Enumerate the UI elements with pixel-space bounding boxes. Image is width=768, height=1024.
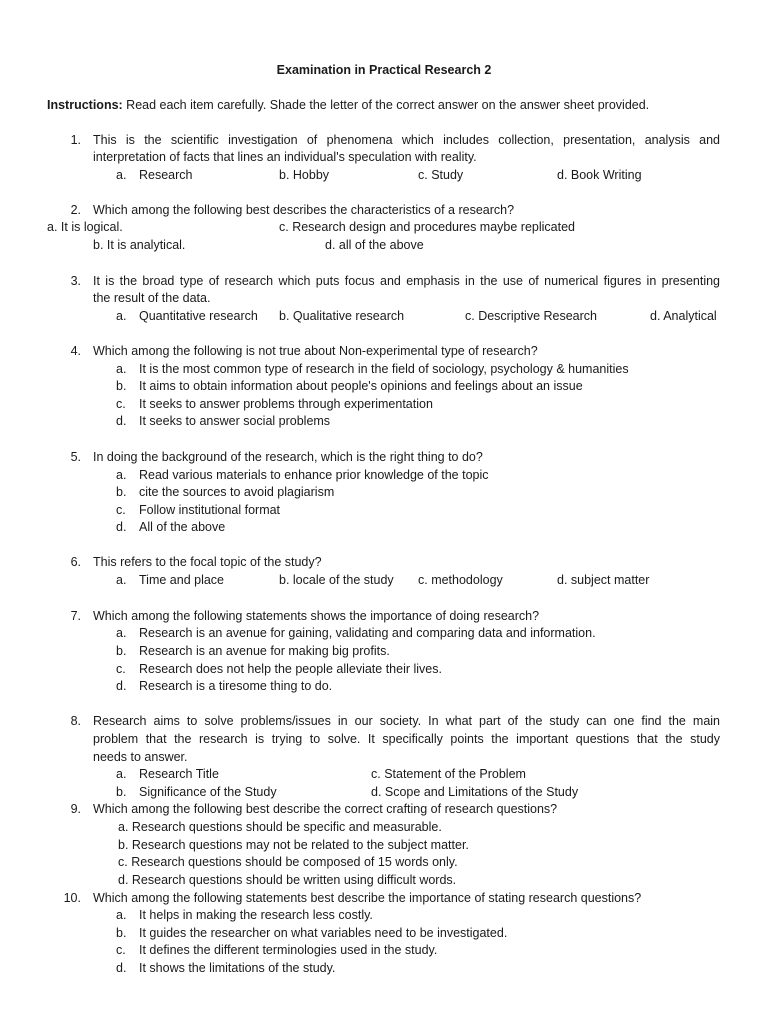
- question-6-line-1: This refers to the focal topic of the study?: [93, 555, 322, 569]
- question-4-choice-a-letter: a.: [116, 362, 127, 376]
- question-7-choice-d-letter: d.: [116, 679, 127, 693]
- question-5-line-1: In doing the background of the research, which is the right thing to do?: [93, 450, 483, 464]
- question-6-choice-b: b. locale of the study: [279, 573, 394, 587]
- question-1-choice-b: b. Hobby: [279, 168, 330, 182]
- question-10-line-1: Which among the following statements best describe the importance of stating research questions?: [93, 891, 642, 905]
- question-6-choice-c: c. methodology: [418, 573, 503, 587]
- question-2-choice-a: a. It is logical.: [47, 220, 123, 234]
- question-3-line-2: the result of the data.: [93, 291, 211, 305]
- question-5-choice-b: cite the sources to avoid plagiarism: [139, 485, 335, 499]
- instructions: [47, 97, 649, 114]
- question-3-number: 3.: [70, 274, 81, 288]
- question-1-line-2: interpretation of facts that lines an individual's speculation with reality.: [93, 150, 477, 164]
- question-10-choice-b-letter: b.: [116, 926, 127, 940]
- question-9-number: 9.: [70, 802, 81, 816]
- question-4-line-1: Which among the following is not true about Non-experimental type of research?: [93, 344, 538, 358]
- question-7-choice-d: Research is a tiresome thing to do.: [139, 679, 333, 693]
- question-4-choice-d-letter: d.: [116, 414, 127, 428]
- question-9-choice-d: d. Research questions should be written using difficult words.: [118, 873, 457, 887]
- question-5-choice-c-letter: c.: [116, 503, 126, 517]
- question-5-choice-b-letter: b.: [116, 485, 127, 499]
- question-8-line-2: problem that the research is trying to solve. It specifically points the important questions that the study: [93, 732, 720, 746]
- question-10-choice-d-letter: d.: [116, 961, 127, 975]
- question-4-choice-c: It seeks to answer problems through experimentation: [139, 397, 433, 411]
- question-5-choice-a-letter: a.: [116, 468, 127, 482]
- question-8-choice-b-letter: b.: [116, 785, 127, 799]
- question-9-line-1: Which among the following best describe the correct crafting of research questions?: [93, 802, 558, 816]
- question-1-choice-a: Research: [139, 168, 193, 182]
- instructions-text: Read each item carefully. Shade the letter of the correct answer on the answer sheet provided.: [122, 98, 650, 112]
- question-3-choice-a-letter: a.: [116, 309, 127, 323]
- question-10-choice-a-letter: a.: [116, 908, 127, 922]
- question-7-choice-a-letter: a.: [116, 626, 127, 640]
- question-2-choice-d: d. all of the above: [325, 238, 424, 252]
- question-10-choice-c-letter: c.: [116, 943, 126, 957]
- question-5-choice-a: Read various materials to enhance prior knowledge of the topic: [139, 468, 489, 482]
- question-4-choice-b: It aims to obtain information about people's opinions and feelings about an issue: [139, 379, 583, 393]
- instructions-label: Instructions:: [47, 98, 123, 112]
- question-6-choice-d: d. subject matter: [557, 573, 650, 587]
- question-7-choice-c-letter: c.: [116, 662, 126, 676]
- question-2-line-1: Which among the following best describes the characteristics of a research?: [93, 203, 515, 217]
- question-8-choice-a-letter: a.: [116, 767, 127, 781]
- exam-title: Examination in Practical Research 2: [276, 63, 492, 77]
- question-4-number: 4.: [70, 344, 81, 358]
- question-6-choice-a-letter: a.: [116, 573, 127, 587]
- question-10-number: 10.: [63, 891, 81, 905]
- question-4-choice-b-letter: b.: [116, 379, 127, 393]
- question-1-choice-d: d. Book Writing: [557, 168, 642, 182]
- question-1-choice-a-letter: a.: [116, 168, 127, 182]
- question-4-choice-d: It seeks to answer social problems: [139, 414, 331, 428]
- question-3-choice-d: d. Analytical: [650, 309, 717, 323]
- question-7-number: 7.: [70, 609, 81, 623]
- question-7-choice-b: Research is an avenue for making big profits.: [139, 644, 390, 658]
- question-7-choice-c: Research does not help the people alleviate their lives.: [139, 662, 442, 676]
- question-1-line-1: This is the scientific investigation of phenomena which includes collection, presentation, analysis and: [93, 133, 720, 147]
- question-5-choice-d-letter: d.: [116, 520, 127, 534]
- question-8-choice-c: c. Statement of the Problem: [371, 767, 526, 781]
- question-9-choice-b: b. Research questions may not be related to the subject matter.: [118, 838, 469, 852]
- question-4-choice-c-letter: c.: [116, 397, 126, 411]
- question-9-choice-a: a. Research questions should be specific and measurable.: [118, 820, 442, 834]
- question-8-line-3: needs to answer.: [93, 750, 188, 764]
- question-3-choice-c: c. Descriptive Research: [465, 309, 597, 323]
- question-1-choice-c: c. Study: [418, 168, 464, 182]
- question-8-number: 8.: [70, 714, 81, 728]
- question-8-choice-d: d. Scope and Limitations of the Study: [371, 785, 579, 799]
- question-8-choice-b: Significance of the Study: [139, 785, 277, 799]
- question-2-choice-b: b. It is analytical.: [93, 238, 186, 252]
- question-1-number: 1.: [70, 133, 81, 147]
- question-3-choice-a: Quantitative research: [139, 309, 258, 323]
- question-6-choice-a: Time and place: [139, 573, 224, 587]
- question-7-line-1: Which among the following statements shows the importance of doing research?: [93, 609, 540, 623]
- question-5-choice-c: Follow institutional format: [139, 503, 281, 517]
- question-7-choice-b-letter: b.: [116, 644, 127, 658]
- question-10-choice-a: It helps in making the research less costly.: [139, 908, 373, 922]
- question-5-number: 5.: [70, 450, 81, 464]
- question-9-choice-c: c. Research questions should be composed of 15 words only.: [118, 855, 458, 869]
- question-5-choice-d: All of the above: [139, 520, 226, 534]
- question-3-choice-b: b. Qualitative research: [279, 309, 405, 323]
- question-10-choice-b: It guides the researcher on what variables need to be investigated.: [139, 926, 508, 940]
- question-2-choice-c: c. Research design and procedures maybe replicated: [279, 220, 576, 234]
- question-2-number: 2.: [70, 203, 81, 217]
- question-10-choice-c: It defines the different terminologies used in the study.: [139, 943, 438, 957]
- question-3-line-1: It is the broad type of research which puts focus and emphasis in the use of numerical figures in presenting: [93, 274, 720, 288]
- question-10-choice-d: It shows the limitations of the study.: [139, 961, 336, 975]
- question-6-number: 6.: [70, 555, 81, 569]
- question-8-line-1: Research aims to solve problems/issues in our society. In what part of the study can one find the main: [93, 714, 720, 728]
- question-4-choice-a: It is the most common type of research in the field of sociology, psychology & humanities: [139, 362, 629, 376]
- question-7-choice-a: Research is an avenue for gaining, validating and comparing data and information.: [139, 626, 596, 640]
- question-8-choice-a: Research Title: [139, 767, 219, 781]
